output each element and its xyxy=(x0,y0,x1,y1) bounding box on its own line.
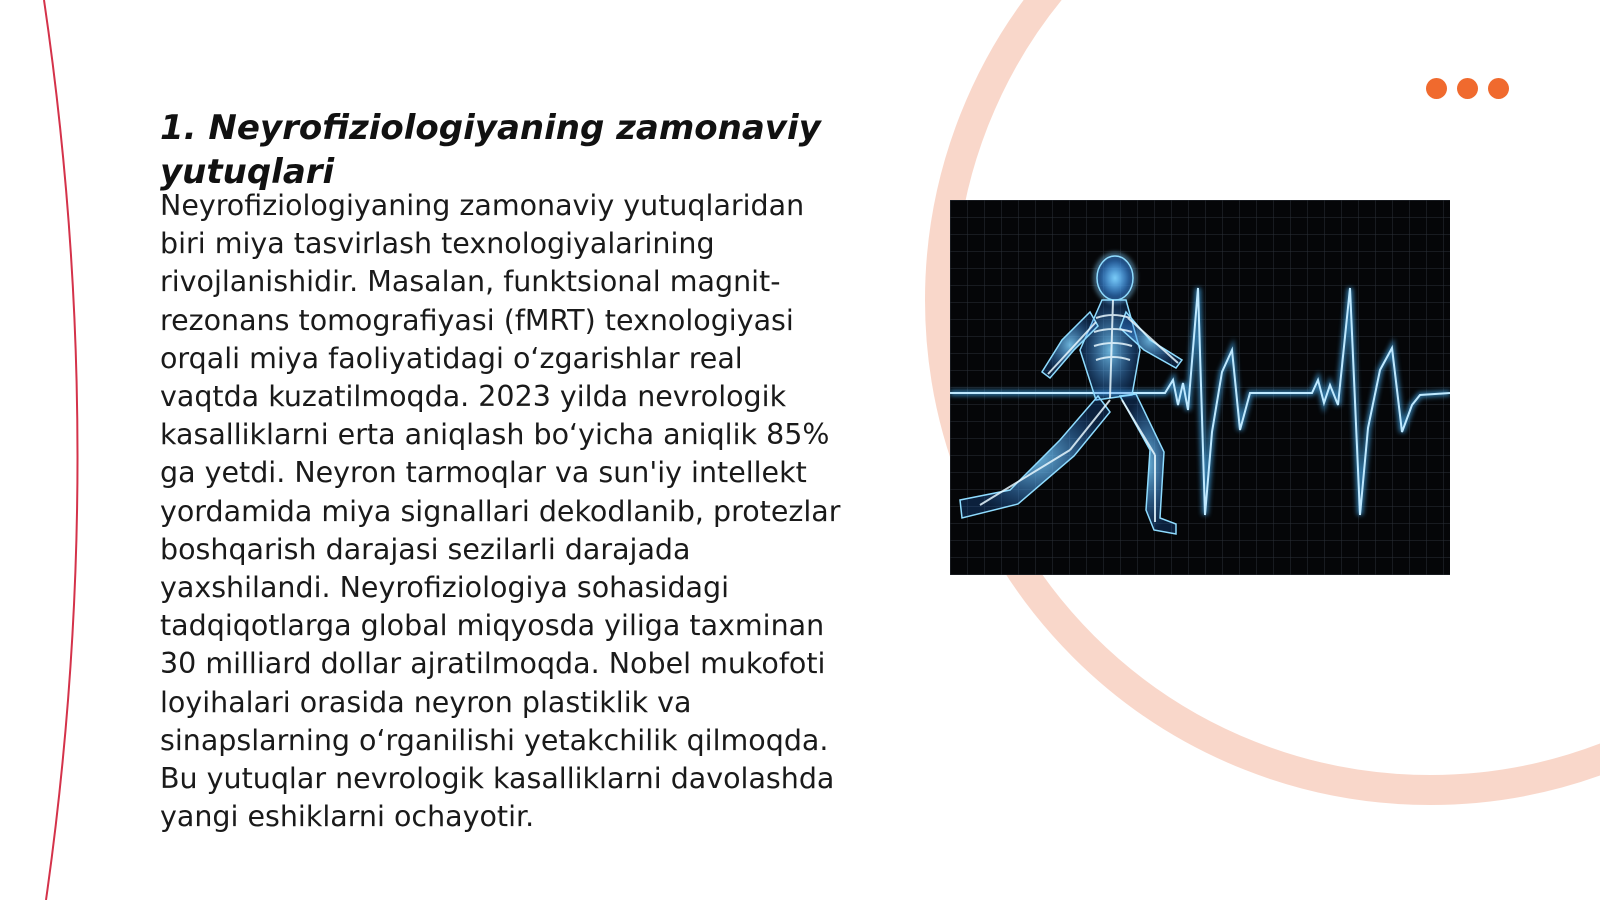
menu-dots xyxy=(1426,78,1509,99)
left-red-arc xyxy=(44,0,78,900)
slide-title: 1. Neyrofiziologiyaning zamonaviy yutuqlari xyxy=(160,108,821,192)
dot-icon xyxy=(1457,78,1478,99)
dot-icon xyxy=(1426,78,1447,99)
slide-body-text: Neyrofiziologiyaning zamonaviy yutuqlaridan biri miya tasvirlash texnologiyalarining rivojlanishidir. Masalan, funktsional magnit-rezonans tomografiyasi (fMRT) texnologiyasi orqali miya faoliyatidagi o‘zgarishlar real vaqtda kuzatilmoqda. 2023 yilda nevrologik kasalliklarni erta aniqlash bo‘yicha aniqlik 85% ga yetdi. Neyron tarmoqlar va sun'iy intellekt yordamida miya signallari dekodlanib, protezlar boshqarish darajasi sezilarli darajada yaxshilandi. Neyrofiziologiya sohasidagi tadqiqotlarga global miqyosda yiliga taxminan 30 milliard dollar ajratilmoqda. Nobel mukofoti loyihalari orasida neyron plastiklik va sinapslarning o‘rganilishi yetakchilik qilmoqda. Bu yutuqlar nevrologik kasalliklarni davolashda yangi eshiklarni ochayotir. xyxy=(160,189,841,834)
running-skeleton-ecg-icon xyxy=(950,200,1450,575)
dot-icon xyxy=(1488,78,1509,99)
